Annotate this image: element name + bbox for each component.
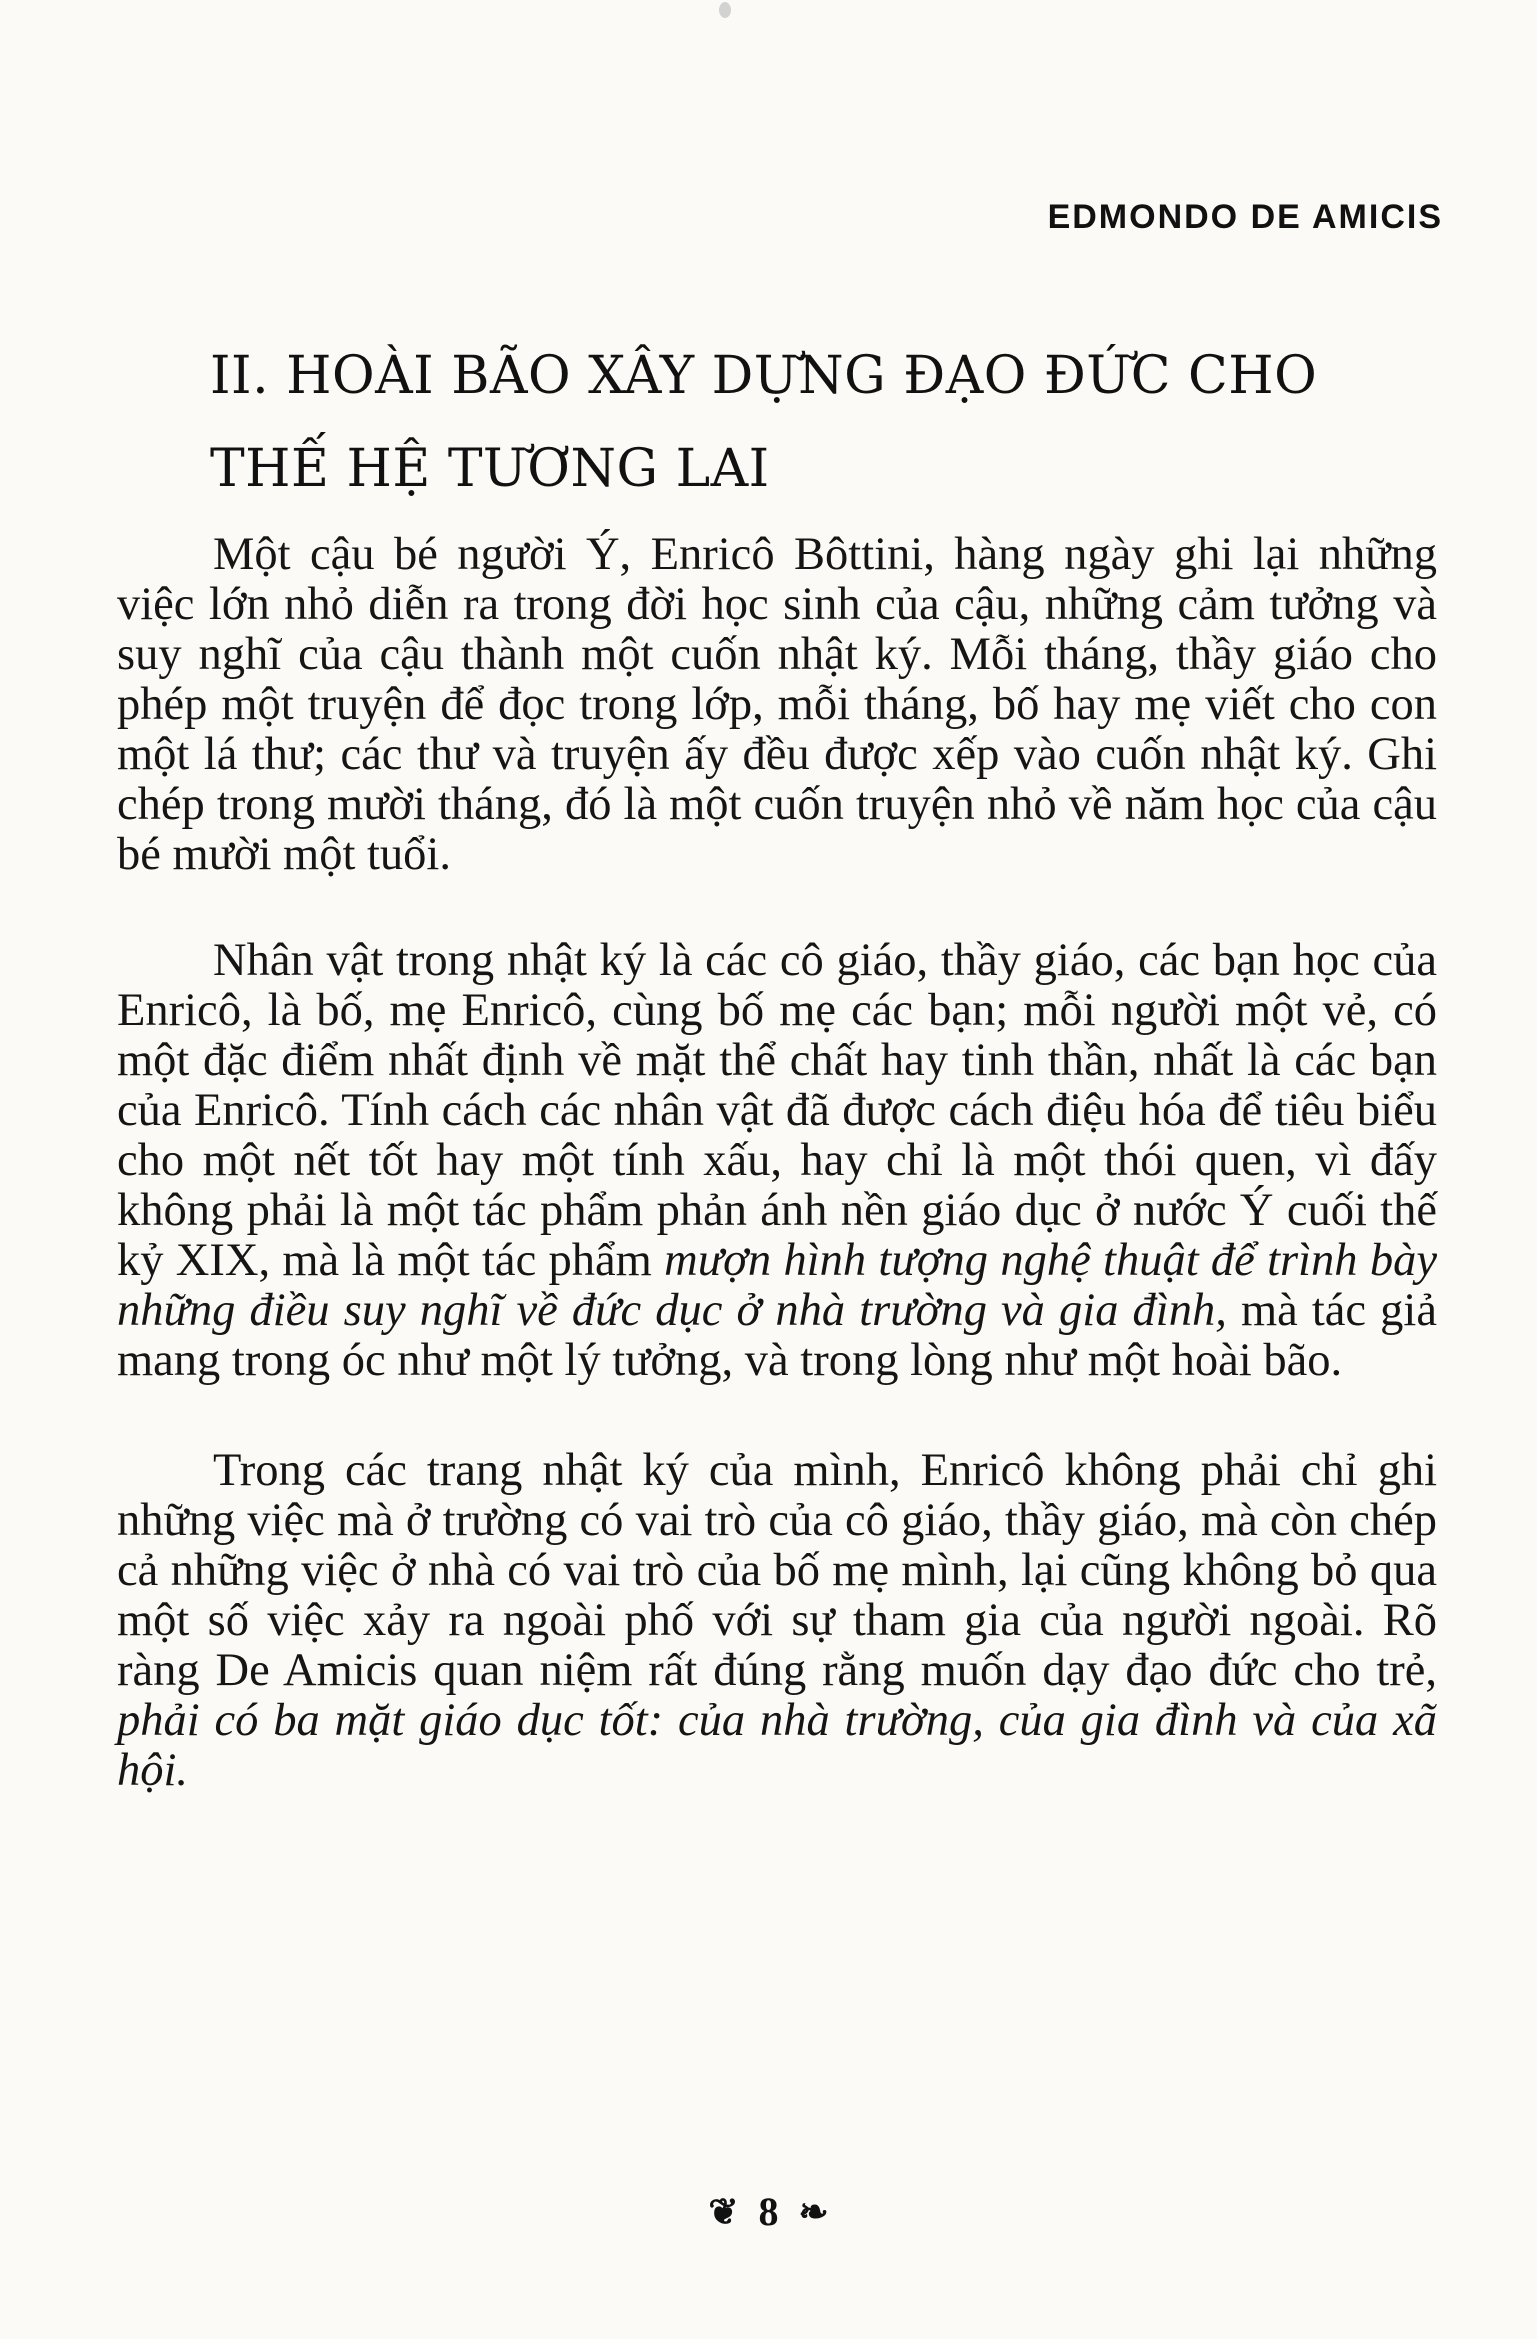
paragraph-3-italic: phải có ba mặt giáo dục tốt: của nhà trường, của gia đình và của xã hội. bbox=[117, 1695, 1437, 1796]
paragraph-2-text-a: Nhân vật trong nhật ký là các cô giáo, thầy giáo, các bạn học của Enricô, là bố, mẹ Enricô, cùng bố mẹ các bạn; mỗi người một vẻ, có một đặc điểm nhất định về mặt thể chất hay tinh thần, nhất là các bạn của Enricô. Tính cách các nhân vật đã được cách điệu hóa để tiêu biểu cho một nết tốt hay một tính xấu, hay chỉ là một thói quen, vì đấy không phải là một tác phẩm phản ánh nền giáo dục ở nước Ý cuối thế kỷ XIX, mà là một tác phẩm bbox=[117, 935, 1437, 1286]
paragraph-2-text-b: mà tác giả mang trong óc như một lý tưởng, và trong lòng như một hoài bão. bbox=[117, 1285, 1437, 1386]
section-title-line-1: II. HOÀI BÃO XÂY DỰNG ĐẠO ĐỨC CHO bbox=[210, 346, 1318, 406]
ink-speck bbox=[719, 2, 731, 18]
page-footer bbox=[0, 2184, 1537, 2235]
paragraph-2 bbox=[117, 936, 1437, 1386]
body-text bbox=[117, 530, 1437, 1850]
section-title bbox=[210, 330, 1410, 516]
running-header: EDMONDO DE AMICIS bbox=[1047, 198, 1443, 236]
paragraph-1 bbox=[117, 530, 1437, 880]
paragraph-3 bbox=[117, 1446, 1437, 1796]
page-number: 8 bbox=[758, 2189, 779, 2235]
paragraph-2-italic: mượn hình tượng nghệ thuật để trình bày những điều suy nghĩ về đức dục ở nhà trường và gia đình, bbox=[117, 1235, 1438, 1336]
section-title-line-2: THẾ HỆ TƯƠNG LAI bbox=[210, 439, 770, 499]
ornament-left-icon: ❦ bbox=[708, 2191, 739, 2232]
paragraph-3-text: Trong các trang nhật ký của mình, Enricô không phải chỉ ghi những việc mà ở trường có vai trò của cô giáo, thầy giáo, mà còn chép cả những việc ở nhà có vai trò của bố mẹ mình, lại cũng không bỏ qua một số việc xảy ra ngoài phố với sự tham gia của người ngoài. Rõ ràng De Amicis quan niệm rất đúng rằng muốn dạy đạo đức cho trẻ, bbox=[117, 1445, 1437, 1696]
paragraph-1-text: Một cậu bé người Ý, Enricô Bôttini, hàng ngày ghi lại những việc lớn nhỏ diễn ra trong đời học sinh của cậu, những cảm tưởng và suy nghĩ của cậu thành một cuốn nhật ký. Mỗi tháng, thầy giáo cho phép một truyện để đọc trong lớp, mỗi tháng, bố hay mẹ viết cho con một lá thư; các thư và truyện ấy đều được xếp vào cuốn nhật ký. Ghi chép trong mười tháng, đó là một cuốn truyện nhỏ về năm học của cậu bé mười một tuổi. bbox=[117, 529, 1437, 880]
ornament-right-icon: ❧ bbox=[798, 2191, 829, 2232]
